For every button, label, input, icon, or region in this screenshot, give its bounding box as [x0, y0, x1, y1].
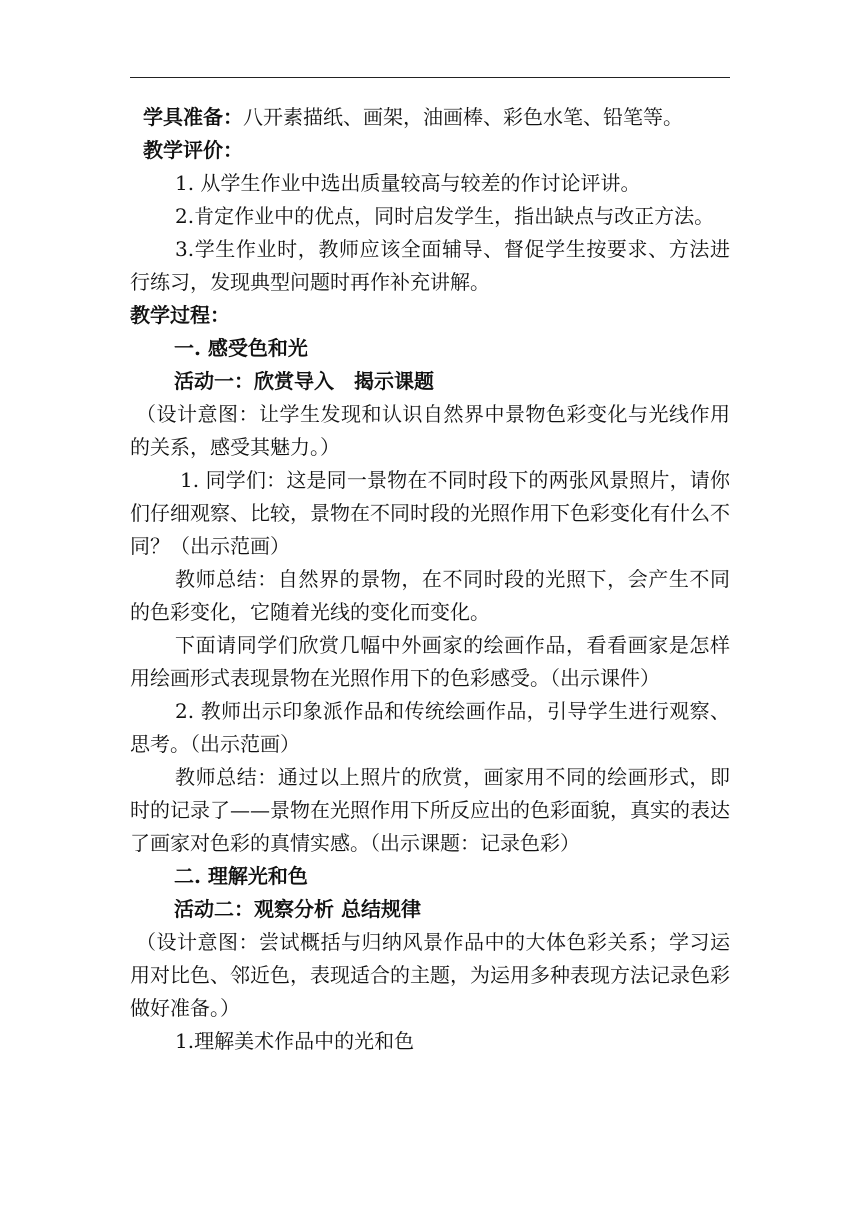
- activity-1-title: 活动一：欣赏导入 揭示课题: [174, 369, 434, 393]
- materials-text: 八开素描纸、画架，油画棒、彩色水笔、铅笔等。: [243, 105, 683, 129]
- evaluation-item-1: 1. 从学生作业中选出质量较高与较差的作讨论评讲。: [175, 171, 641, 195]
- activity-1-appreciate: 下面请同学们欣赏几幅中外画家的绘画作品，看看画家是怎样用绘画形式表现景物在光照作用下的色彩感受。（出示课件）: [130, 633, 730, 690]
- activity-1-summary-2: 教师总结：通过以上照片的欣赏，画家用不同的绘画形式，即时的记录了——景物在光照作用下所反应出的色彩面貌，真实的表达了画家对色彩的真情实感。（出示课题：记录色彩）: [130, 765, 730, 855]
- section-2-title: 二. 理解光和色: [174, 864, 308, 888]
- evaluation-heading: 教学评价：: [143, 138, 243, 162]
- materials-paragraph: [130, 101, 730, 134]
- header-rule: [130, 77, 730, 78]
- activity-1-summary-1: 教师总结：自然界的景物，在不同时段的光照下，会产生不同的色彩变化，它随着光线的变化而变化。: [130, 567, 730, 624]
- activity-2-title: 活动二：观察分析 总结规律: [174, 897, 421, 921]
- activity-2-intent: （设计意图：尝试概括与归纳风景作品中的大体色彩关系；学习运用对比色、邻近色，表现适合的主题，为运用多种表现方法记录色彩做好准备。）: [130, 930, 730, 1020]
- activity-1-intent: （设计意图：让学生发现和认识自然界中景物色彩变化与光线作用的关系，感受其魅力。）: [130, 402, 730, 459]
- process-heading: 教学过程：: [130, 303, 230, 327]
- document-body: [130, 101, 730, 1058]
- section-1-title: 一. 感受色和光: [174, 336, 308, 360]
- activity-1-step-2: 2. 教师出示印象派作品和传统绘画作品，引导学生进行观察、思考。（出示范画）: [130, 699, 730, 756]
- materials-label: 学具准备：: [143, 105, 243, 129]
- activity-1-step-1: 1. 同学们：这是同一景物在不同时段下的两张风景照片，请你们仔细观察、比较，景物在不同时段的光照作用下色彩变化有什么不同？（出示范画）: [130, 468, 730, 558]
- evaluation-item-3: 3.学生作业时，教师应该全面辅导、督促学生按要求、方法进行练习，发现典型问题时再作补充讲解。: [130, 237, 730, 294]
- activity-2-step-1: 1.理解美术作品中的光和色: [175, 1029, 415, 1053]
- evaluation-item-2: 2.肯定作业中的优点，同时启发学生，指出缺点与改正方法。: [175, 204, 715, 228]
